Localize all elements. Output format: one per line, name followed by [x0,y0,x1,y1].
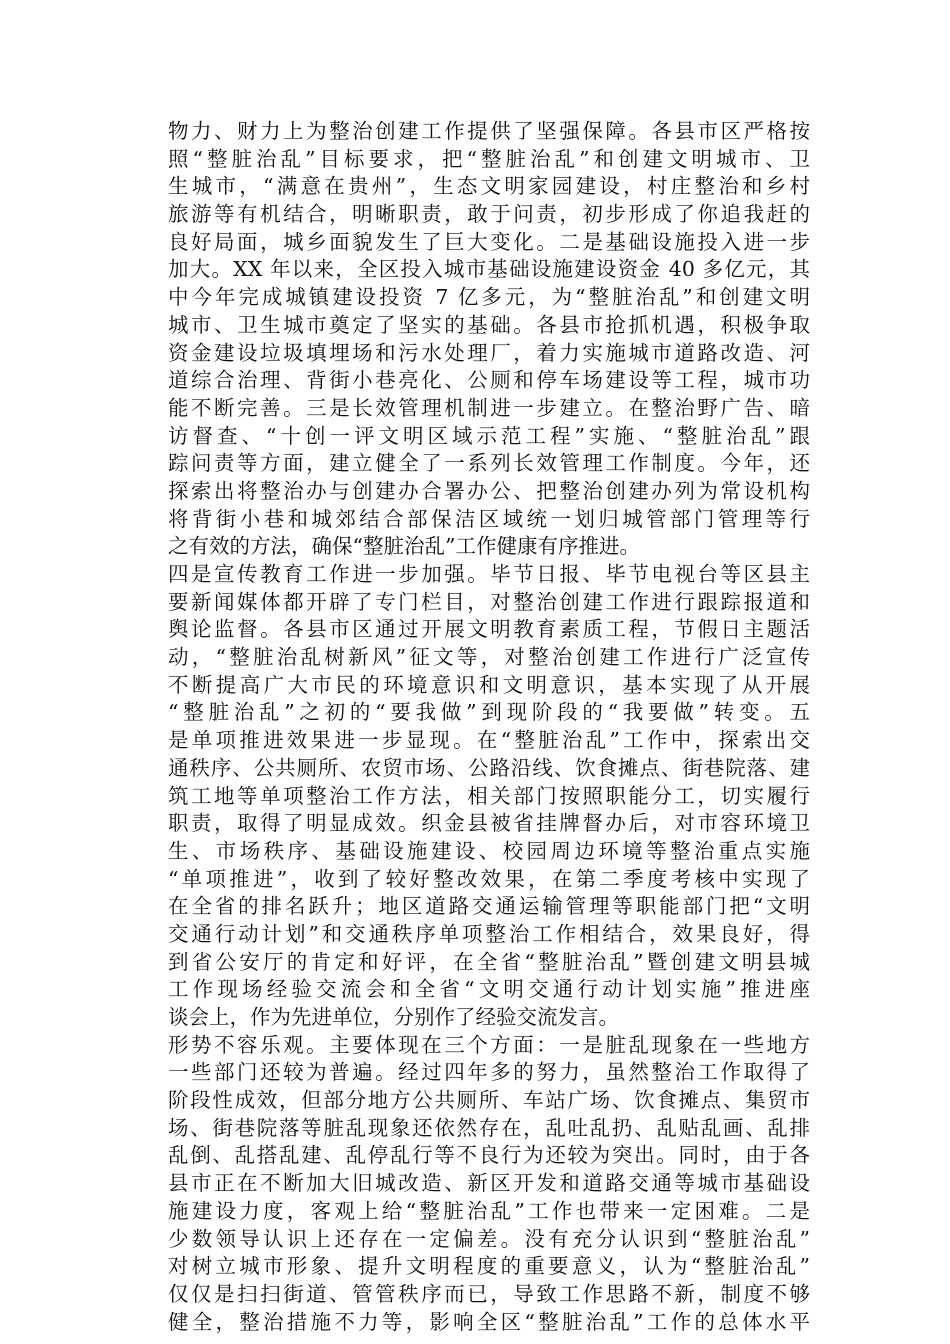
text-line: 工作现场经验交流会和全省“文明交通行动计划实施”推进座 [168,977,810,1002]
text-line: 物力、财力上为整治创建工作提供了坚强保障。各县市区严格按 [168,119,810,143]
text-line: 探索出将整治办与创建办合署办公、把整治创建办列为常设机构 [168,478,810,503]
text-line: 城市、卫生城市奠定了坚实的基础。各县市抢抓机遇，积极争取 [168,312,810,337]
text-line: 照“整脏治乱”目标要求，把“整脏治乱”和创建文明城市、卫 [168,146,810,171]
text-line: 到省公安厅的肯定和好评，在全省“整脏治乱”暨创建文明县城 [168,949,810,974]
text-line: 施建设力度，客观上给“整脏治乱”工作也带来一定困难。二是 [168,1198,810,1223]
text-line: 职责，取得了明显成效。织金县被省挂牌督办后，对市容环境卫 [168,811,810,836]
text-line: 踪问责等方面，建立健全了一系列长效管理工作制度。今年，还 [168,451,810,476]
text-line: 将背街小巷和城郊结合部保洁区域统一划归城管部门管理等行 [168,506,810,531]
text-line: 对树立城市形象、提升文明程度的重要意义，认为“整脏治乱” [168,1254,810,1279]
text-line: 健全，整治措施不力等，影响全区“整脏治乱”工作的总体水平 [168,1309,810,1334]
text-line: 加大。XX 年以来，全区投入城市基础设施建设资金 40 多亿元，其 [168,257,810,282]
text-line: 一些部门还较为普遍。经过四年多的努力，虽然整治工作取得了 [168,1060,810,1085]
text-line: 是单项推进效果进一步显现。在“整脏治乱”工作中，探索出交 [168,728,810,753]
document-body [168,118,810,1336]
text-line: 旅游等有机结合，明晰职责，敢于问责，初步形成了你追我赶的 [168,202,810,227]
text-line: 舆论监督。各县市区通过开展文明教育素质工程，节假日主题活 [168,617,810,642]
text-line: “整脏治乱”之初的“要我做”到现阶段的“我要做”转变。五 [168,700,810,725]
text-line: 能不断完善。三是长效管理机制进一步建立。在整治野广告、暗 [168,395,810,420]
text-line: 场、街巷院落等脏乱现象还依然存在，乱吐乱扔、乱贴乱画、乱排 [168,1115,810,1140]
text-line: 交通行动计划”和交通秩序单项整治工作相结合，效果良好，得 [168,921,810,946]
text-line: 不断提高广大市民的环境意识和文明意识，基本实现了从开展 [168,672,810,697]
text-line: 访督查、“十创一评文明区域示范工程”实施、“整脏治乱”跟 [168,423,810,448]
text-line: “单项推进”，收到了较好整改效果，在第二季度考核中实现了 [168,866,810,891]
text-line: 动，“整脏治乱树新风”征文等，对整治创建工作进行广泛宣传 [168,645,810,670]
text-line: 少数领导认识上还存在一定偏差。没有充分认识到“整脏治乱” [168,1226,810,1251]
text-line: 阶段性成效，但部分地方公共厕所、车站广场、饮食摊点、集贸市 [168,1088,810,1113]
text-line: 资金建设垃圾填埋场和污水处理厂，着力实施城市道路改造、河 [168,340,810,365]
text-line: 通秩序、公共厕所、农贸市场、公路沿线、饮食摊点、街巷院落、建 [168,755,810,780]
text-line: 生城市，“满意在贵州”，生态文明家园建设，村庄整治和乡村 [168,174,810,199]
text-line: 生、市场秩序、基础设施建设、校园周边环境等整治重点实施 [168,838,810,863]
text-line: 道综合治理、背街小巷亮化、公厕和停车场建设等工程，城市功 [168,368,810,393]
text-line: 形势不容乐观。主要体现在三个方面：一是脏乱现象在一些地方 [168,1032,810,1057]
text-line: 中今年完成城镇建设投资 7 亿多元，为“整脏治乱”和创建文明 [168,285,810,310]
text-line: 之有效的方法，确保“整脏治乱”工作健康有序推进。 [168,534,640,559]
text-line: 四是宣传教育工作进一步加强。毕节日报、毕节电视台等区县主 [168,562,810,586]
text-line: 谈会上，作为先进单位，分别作了经验交流发言。 [168,1005,619,1029]
text-line: 要新闻媒体都开辟了专门栏目，对整治创建工作进行跟踪报道和 [168,589,810,614]
text-line: 县市正在不断加大旧城改造、新区开发和道路交通等城市基础设 [168,1171,810,1196]
text-line: 乱倒、乱搭乱建、乱停乱行等不良行为还较为突出。同时，由于各 [168,1143,810,1168]
text-line: 良好局面，城乡面貌发生了巨大变化。二是基础设施投入进一步 [168,229,810,254]
text-line: 在全省的排名跃升；地区道路交通运输管理等职能部门把“文明 [168,894,810,919]
text-line: 仅仅是扫扫街道、管管秩序而已，导致工作思路不新，制度不够 [168,1281,810,1306]
text-line: 筑工地等单项整治工作方法，相关部门按照职能分工，切实履行 [168,783,810,808]
